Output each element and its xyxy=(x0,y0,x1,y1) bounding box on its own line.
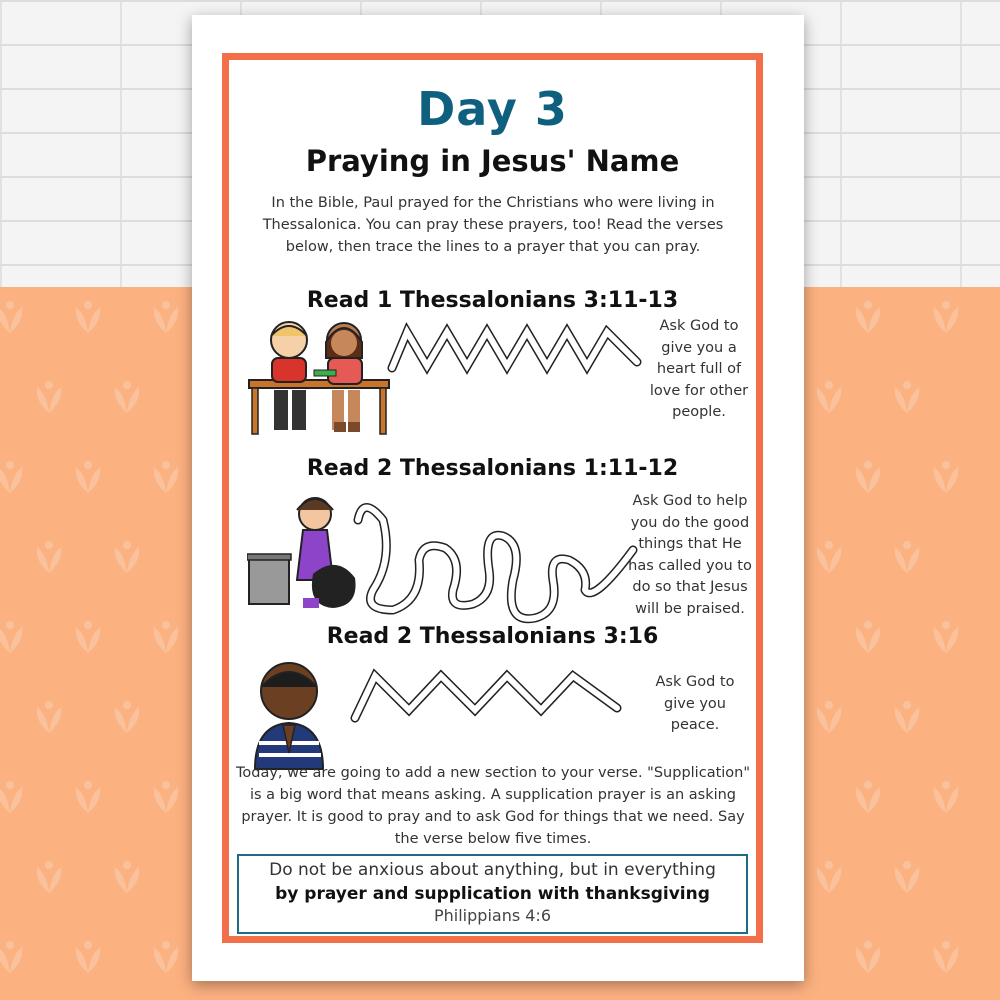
sprig-pattern-icon xyxy=(887,857,927,897)
sprig-pattern-icon xyxy=(107,697,147,737)
memory-verse-box xyxy=(237,854,748,934)
verse-reference: Philippians 4:6 xyxy=(434,906,551,925)
praying-boy-illustration xyxy=(245,657,335,772)
sprig-pattern-icon xyxy=(146,457,186,497)
sprig-pattern-icon xyxy=(0,937,30,977)
section-heading-1: Read 1 Thessalonians 3:11-13 xyxy=(306,288,679,313)
sprig-pattern-icon xyxy=(68,457,108,497)
sprig-pattern-icon xyxy=(848,777,888,817)
girl-taking-out-trash-illustration xyxy=(247,488,357,618)
sprig-pattern-icon xyxy=(146,777,186,817)
sprig-pattern-icon xyxy=(29,537,69,577)
sprig-pattern-icon xyxy=(926,457,966,497)
sprig-pattern-icon xyxy=(809,377,849,417)
sprig-pattern-icon xyxy=(887,537,927,577)
sprig-pattern-icon xyxy=(926,777,966,817)
orange-border-frame xyxy=(222,53,763,943)
sprig-pattern-icon xyxy=(848,617,888,657)
prayer-text-1: Ask God to give you a heart full of love for other people. xyxy=(649,318,749,420)
sprig-pattern-icon xyxy=(887,377,927,417)
sprig-pattern-icon xyxy=(29,697,69,737)
sprig-pattern-icon xyxy=(809,697,849,737)
verse-line-1: Do not be anxious about anything, but in everything xyxy=(269,860,716,880)
sprig-pattern-icon xyxy=(68,937,108,977)
page-title: Praying in Jesus' Name xyxy=(305,144,680,178)
worksheet-page xyxy=(192,15,804,981)
sprig-pattern-icon xyxy=(68,297,108,337)
closing-instructions: Today, we are going to add a new section to your verse. "Supplication" is a big word that means asking. A supplication prayer is an asking prayer. It is good to pray and to ask God for things that we need. Say the verse below five times. xyxy=(235,765,751,847)
sprig-pattern-icon xyxy=(848,297,888,337)
sprig-pattern-icon xyxy=(0,297,30,337)
intro-text: In the Bible, Paul prayed for the Christians who were living in Thessalonica. You can pray these prayers, too! Read the verses below, then trace the lines to a prayer that you can pray. xyxy=(262,195,724,255)
sprig-pattern-icon xyxy=(29,377,69,417)
section-heading-3: Read 2 Thessalonians 3:16 xyxy=(326,624,659,649)
sprig-pattern-icon xyxy=(68,777,108,817)
prayer-text-2: Ask God to help you do the good things that He has called you to do so that Jesus will be praised. xyxy=(628,493,752,617)
sprig-pattern-icon xyxy=(926,297,966,337)
sprig-pattern-icon xyxy=(809,537,849,577)
sprig-pattern-icon xyxy=(0,617,30,657)
sprig-pattern-icon xyxy=(29,857,69,897)
sprig-pattern-icon xyxy=(0,457,30,497)
sprig-pattern-icon xyxy=(926,617,966,657)
sprig-pattern-icon xyxy=(146,297,186,337)
sprig-pattern-icon xyxy=(107,857,147,897)
sprig-pattern-icon xyxy=(887,697,927,737)
day-title: Day 3 xyxy=(417,82,568,136)
kids-at-desk-illustration xyxy=(244,318,394,438)
trace-line-wavy-2[interactable] xyxy=(353,500,643,630)
sprig-pattern-icon xyxy=(848,457,888,497)
sprig-pattern-icon xyxy=(809,857,849,897)
trace-line-zigzag-1[interactable] xyxy=(387,318,643,388)
sprig-pattern-icon xyxy=(107,537,147,577)
trace-line-zigzag-3[interactable] xyxy=(347,662,637,732)
sprig-pattern-icon xyxy=(0,777,30,817)
prayer-text-3: Ask God to give you peace. xyxy=(655,674,735,733)
sprig-pattern-icon xyxy=(848,937,888,977)
sprig-pattern-icon xyxy=(146,937,186,977)
verse-line-2: by prayer and supplication with thanksgiving xyxy=(275,884,710,904)
sprig-pattern-icon xyxy=(107,377,147,417)
section-heading-2: Read 2 Thessalonians 1:11-12 xyxy=(306,456,679,481)
sprig-pattern-icon xyxy=(68,617,108,657)
sprig-pattern-icon xyxy=(926,937,966,977)
sprig-pattern-icon xyxy=(146,617,186,657)
